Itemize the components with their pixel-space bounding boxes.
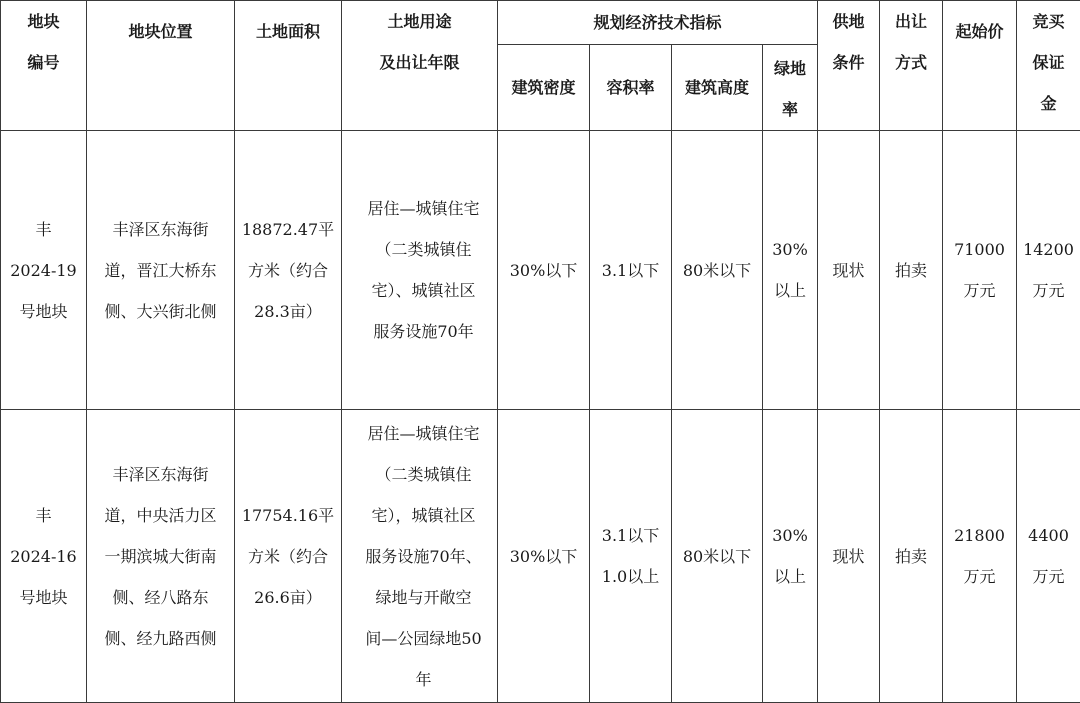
header-use: 土地用途 及出让年限 (342, 1, 498, 131)
location-cell: 丰泽区东海街 道，中央活力区 一期滨城大街南 侧、经八路东 侧、经九路西侧 (87, 410, 235, 703)
header-plot-no: 地块 编号 (1, 1, 87, 131)
use-cell: 居住—城镇住宅 （二类城镇住 宅），城镇社区 服务设施70年、 绿地与开敞空 间—公园绿地50 年 (342, 410, 498, 703)
header-area: 土地面积 (235, 1, 342, 131)
header-height: 建筑高度 (672, 45, 763, 131)
height-cell: 80米以下 (672, 131, 763, 410)
area-cell: 17754.16平 方米（约合 26.6亩） (235, 410, 342, 703)
method-cell: 拍卖 (880, 410, 943, 703)
price-cell: 21800 万元 (943, 410, 1017, 703)
far-cell: 3.1以下 (590, 131, 672, 410)
plot-no-cell: 丰 2024-16 号地块 (1, 410, 87, 703)
header-location: 地块位置 (87, 1, 235, 131)
area-cell: 18872.47平 方米（约合 28.3亩） (235, 131, 342, 410)
supply-cell: 现状 (818, 131, 880, 410)
deposit-cell: 4400 万元 (1017, 410, 1080, 703)
price-cell: 71000 万元 (943, 131, 1017, 410)
header-supply: 供地 条件 (818, 1, 880, 131)
header-green: 绿地 率 (763, 45, 818, 131)
far-cell: 3.1以下 1.0以上 (590, 410, 672, 703)
height-cell: 80米以下 (672, 410, 763, 703)
use-cell: 居住—城镇住宅 （二类城镇住 宅）、城镇社区 服务设施70年 (342, 131, 498, 410)
plot-no-cell: 丰 2024-19 号地块 (1, 131, 87, 410)
green-cell: 30% 以上 (763, 131, 818, 410)
header-deposit: 竞买 保证 金 (1017, 1, 1080, 131)
header-density: 建筑密度 (498, 45, 590, 131)
location-cell: 丰泽区东海街 道，晋江大桥东 侧、大兴街北侧 (87, 131, 235, 410)
table-row (1, 131, 1080, 410)
table-row (1, 410, 1080, 703)
deposit-cell: 14200 万元 (1017, 131, 1080, 410)
density-cell: 30%以下 (498, 410, 590, 703)
method-cell: 拍卖 (880, 131, 943, 410)
density-cell: 30%以下 (498, 131, 590, 410)
header-method: 出让 方式 (880, 1, 943, 131)
green-cell: 30% 以上 (763, 410, 818, 703)
header-price: 起始价 (943, 1, 1017, 131)
supply-cell: 现状 (818, 410, 880, 703)
header-row-1 (1, 1, 1080, 45)
header-indicators: 规划经济技术指标 (498, 1, 818, 45)
header-far: 容积率 (590, 45, 672, 131)
